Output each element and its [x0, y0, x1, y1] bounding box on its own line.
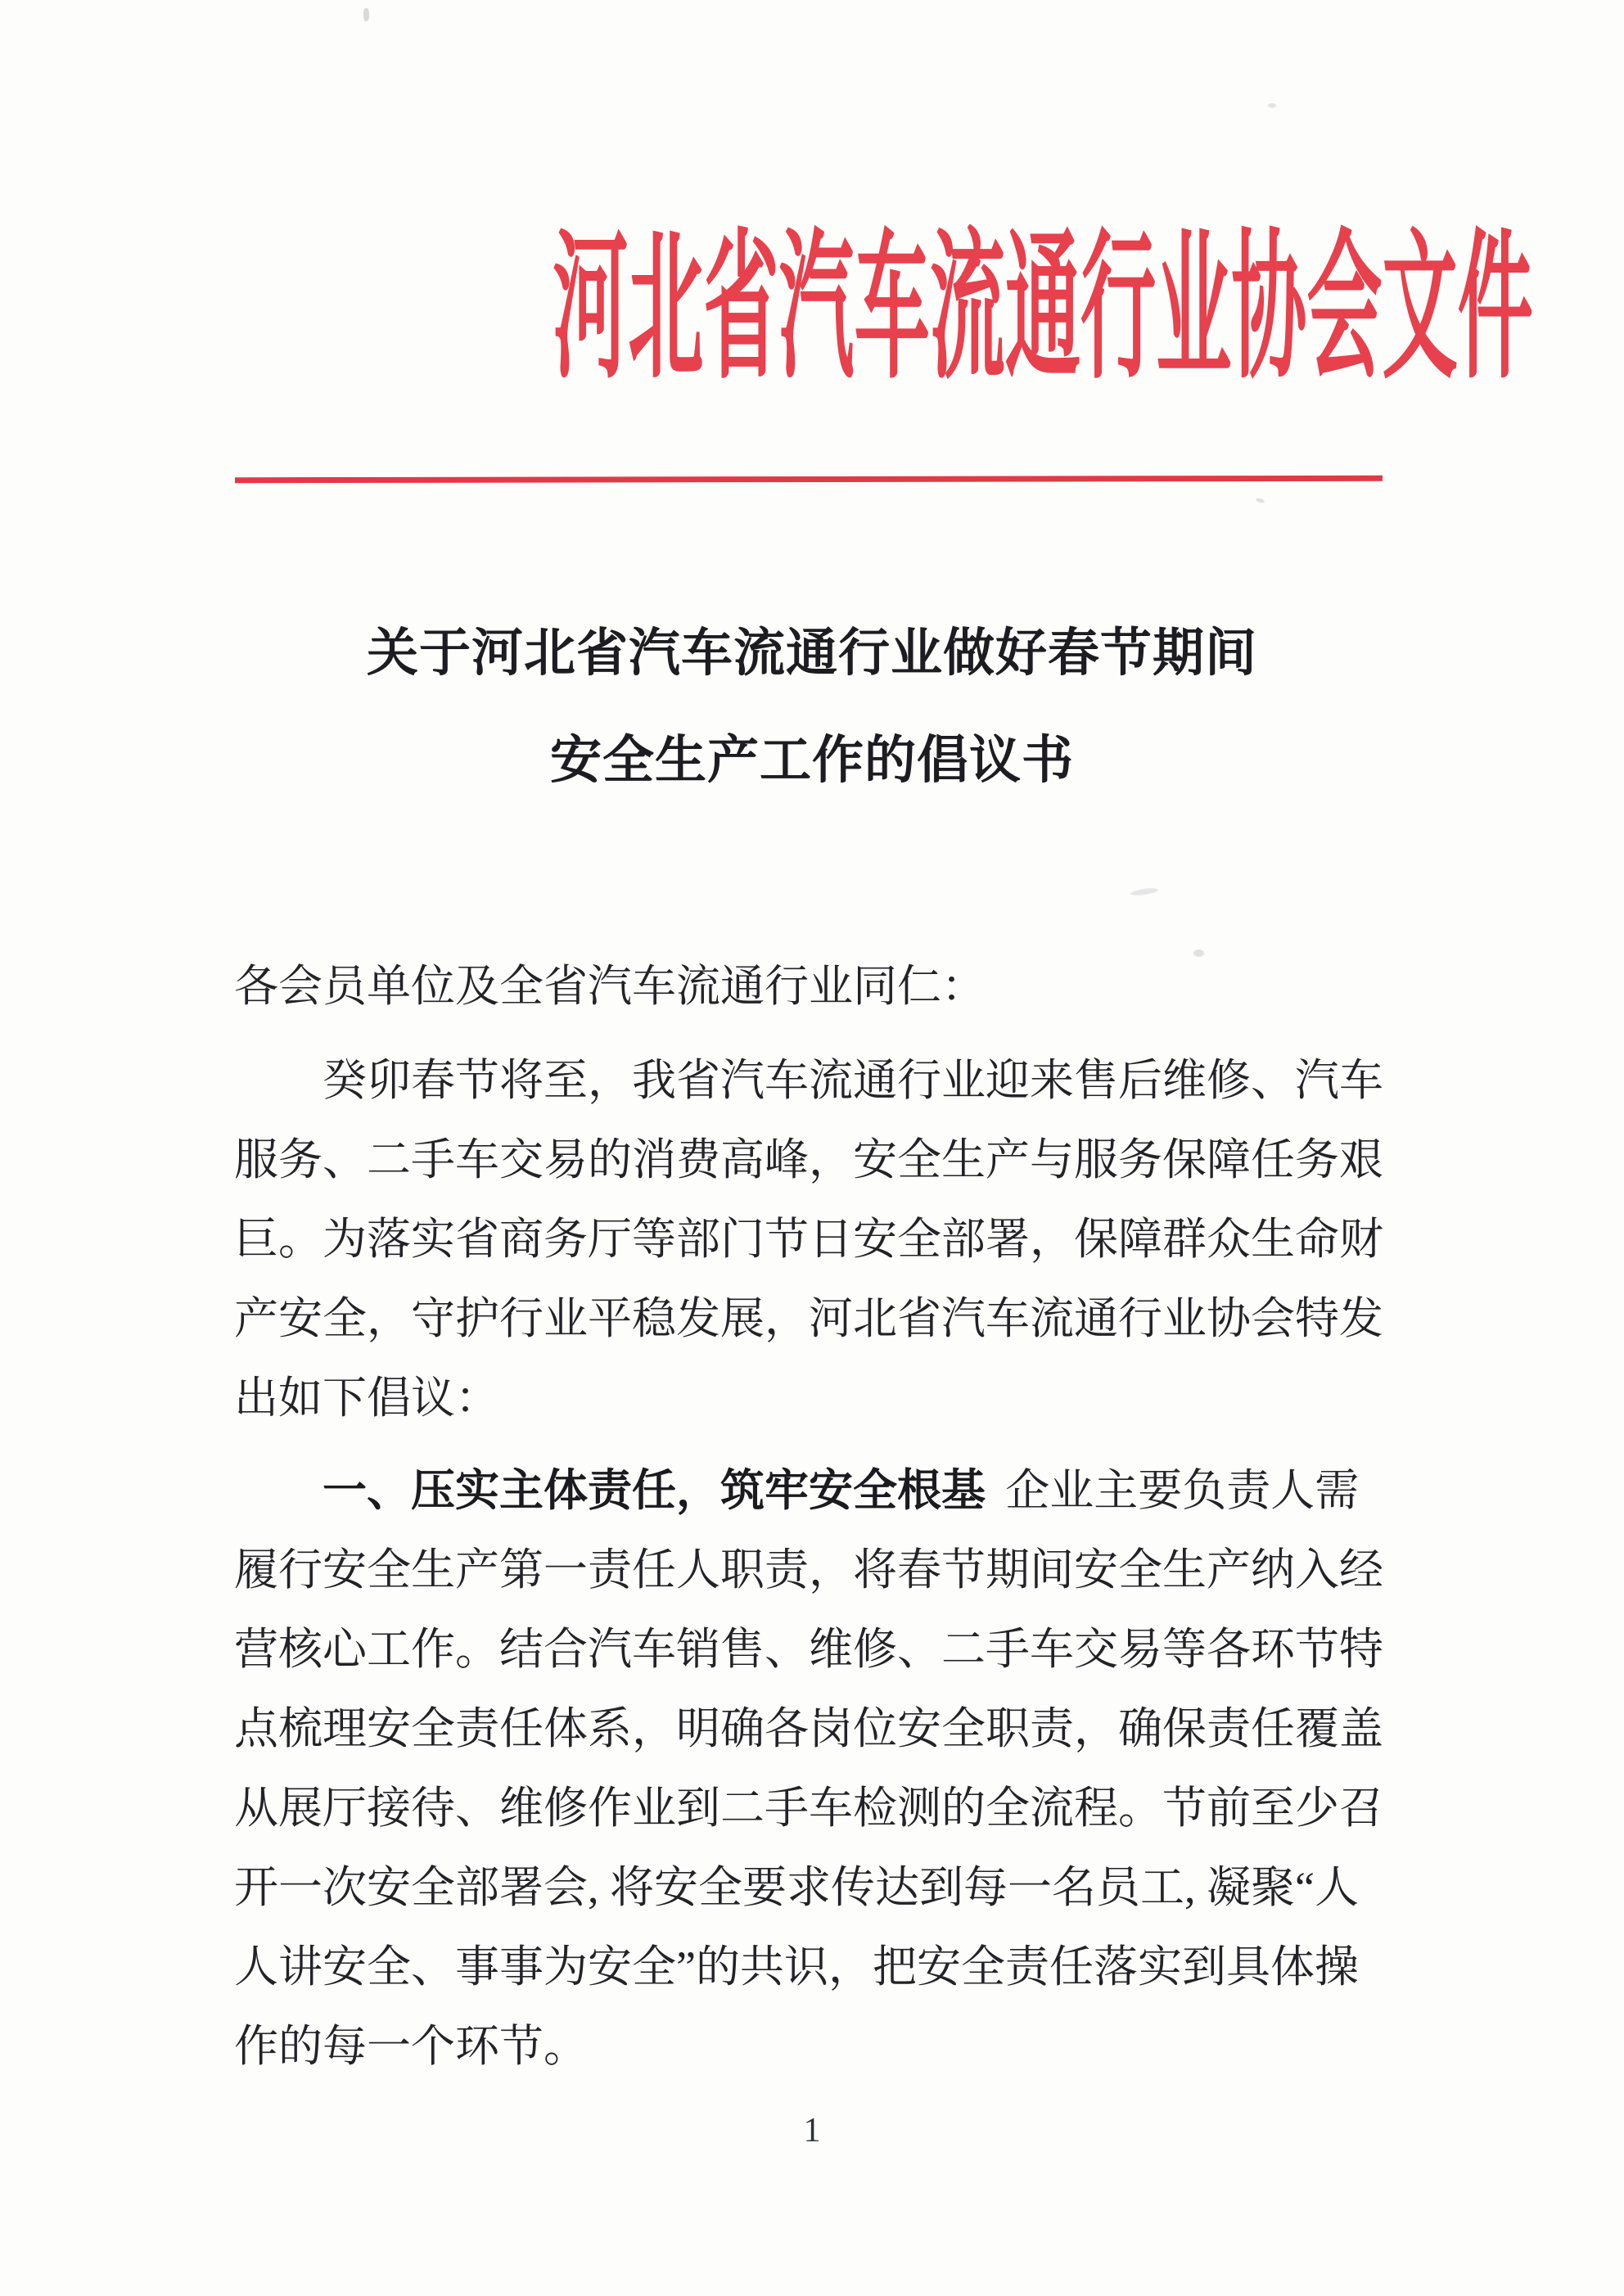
- section1-line-5: 开一次安全部署会, 将安全要求传达到每一名员工, 凝聚“人: [234, 1863, 1359, 1912]
- section1-line-4: 从展厅接待、维修作业到二手车检测的全流程。节前至少召: [234, 1784, 1383, 1833]
- scan-artifact: [1255, 497, 1265, 503]
- section1-line-2: 营核心工作。结合汽车销售、维修、二手车交易等各环节特: [234, 1625, 1383, 1674]
- page-number: 1: [803, 2112, 821, 2149]
- document-title-line1: 关于河北省汽车流通行业做好春节期间: [367, 625, 1257, 682]
- scan-artifact: [1130, 887, 1159, 897]
- scan-artifact: [363, 8, 369, 21]
- paragraph1-line-3: 巨。为落实省商务厅等部门节日安全部署，保障群众生命财: [234, 1215, 1383, 1264]
- salutation-line: 各会员单位及全省汽车流通行业同仁：: [234, 962, 986, 1011]
- section1-line-3: 点梳理安全责任体系，明确各岗位安全职责，确保责任覆盖: [234, 1704, 1383, 1753]
- paragraph1-line-4: 产安全，守护行业平稳发展，河北省汽车流通行业协会特发: [234, 1294, 1383, 1343]
- document-title-line2: 安全生产工作的倡议书: [550, 732, 1074, 789]
- letterhead: [0, 211, 1624, 408]
- paragraph1-line-2: 服务、二手车交易的消费高峰，安全生产与服务保障任务艰: [234, 1135, 1383, 1184]
- letterhead-org-title: 河北省汽车流通行业协会文件: [553, 220, 1533, 398]
- paragraph1-line-1: 癸卯春节将至，我省汽车流通行业迎来售后维修、汽车: [323, 1056, 1383, 1105]
- letterhead-divider-rule: [235, 476, 1383, 483]
- scan-artifact: [1268, 103, 1276, 108]
- section1-line-6: 人讲安全、事事为安全”的共识，把安全责任落实到具体操: [234, 1942, 1359, 1992]
- section1-line-1: 履行安全生产第一责任人职责，将春节期间安全生产纳入经: [234, 1545, 1383, 1595]
- section1-lead-line: [234, 1451, 1396, 1531]
- section1-line-7: 作的每一个环节。: [234, 2022, 588, 2071]
- section1-lead-rest: 企业主要负责人需: [1005, 1466, 1360, 1515]
- document-body: [234, 947, 1396, 2086]
- paragraph1-line-5: 出如下倡议：: [234, 1374, 499, 1423]
- section1-heading: 一、压实主体责任，筑牢安全根基: [323, 1466, 986, 1515]
